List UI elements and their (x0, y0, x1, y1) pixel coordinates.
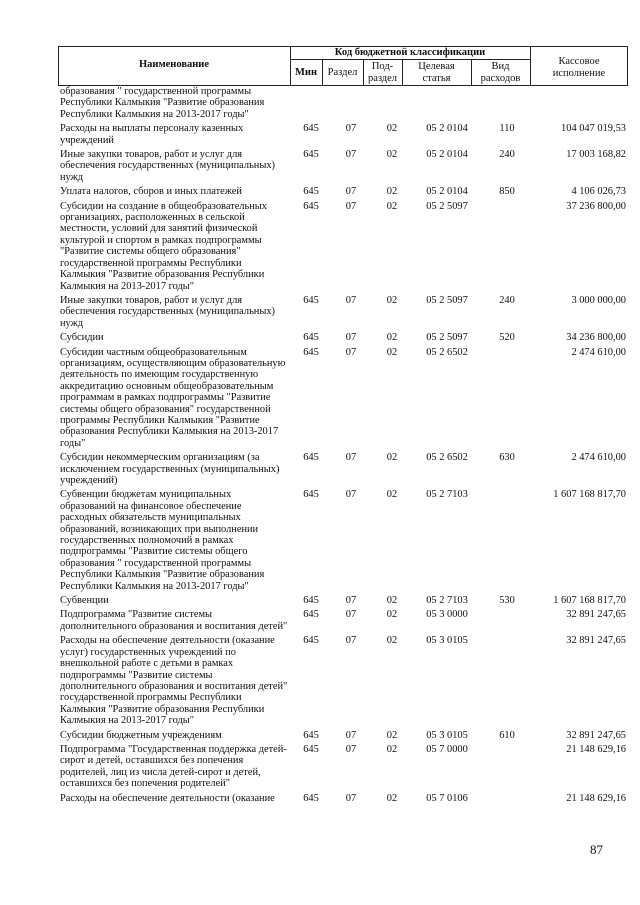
cell-amount: 37 236 800,00 (566, 200, 626, 212)
cell-min: 645 (303, 186, 319, 198)
cell-razdel (330, 86, 372, 120)
header-kbk-group: Код бюджетной классификации (334, 47, 486, 58)
cell-min: 645 (303, 489, 319, 501)
cell-min: 645 (303, 294, 319, 306)
cell-min (292, 86, 330, 120)
cell-amount: 104 047 019,53 (561, 123, 626, 135)
cell-podrazdel: 02 (386, 635, 398, 647)
cell-name: Подпрограмма "Развитие системы дополнительного образования и воспитания детей" (60, 609, 288, 632)
cell-tselevaya: 05 2 6502 (426, 452, 468, 464)
cell-vid: 850 (499, 186, 515, 198)
cell-tselevaya: 05 2 0104 (426, 123, 468, 135)
header-vid-1: Вид (491, 61, 510, 72)
cell-vid (482, 344, 532, 450)
cell-tselevaya: 05 2 7103 (426, 595, 468, 607)
cell-razdel: 07 (345, 635, 357, 647)
cell-amount: 32 891 247,65 (566, 729, 626, 741)
cell-vid (482, 486, 532, 592)
cell-tselevaya (412, 86, 482, 120)
cell-amount: 34 236 800,00 (566, 332, 626, 344)
cell-amount: 32 891 247,65 (566, 635, 626, 647)
cell-podrazdel: 02 (386, 200, 398, 212)
cell-vid (482, 790, 532, 804)
table-row (60, 329, 626, 343)
header-podrazdel-1: Под- (371, 61, 394, 72)
cell-razdel: 07 (345, 200, 357, 212)
cell-amount: 21 148 629,16 (566, 743, 626, 755)
cell-vid: 240 (499, 149, 515, 161)
cell-tselevaya: 05 2 0104 (426, 149, 468, 161)
cell-razdel: 07 (345, 609, 357, 621)
cell-min: 645 (303, 332, 319, 344)
table-row (60, 344, 626, 450)
budget-table (60, 86, 626, 804)
cell-name: образования " государственной программы Республики Калмыкия "Развитие образования Республики Калмыкия на 2013-2017 годы" (60, 86, 265, 120)
cell-razdel: 07 (345, 729, 357, 741)
cell-podrazdel: 02 (386, 186, 398, 198)
cell-vid: 610 (499, 729, 515, 741)
cell-tselevaya: 05 2 7103 (426, 489, 468, 501)
header-vid-2: расходов (480, 73, 521, 84)
cell-vid: 110 (499, 123, 515, 135)
cell-podrazdel: 02 (386, 729, 398, 741)
cell-razdel: 07 (345, 149, 357, 161)
table-row (60, 292, 626, 329)
cell-podrazdel: 02 (386, 595, 398, 607)
cell-amount: 21 148 629,16 (566, 792, 626, 804)
cell-razdel: 07 (345, 123, 357, 135)
table-row (60, 86, 626, 120)
header-name: Наименование (139, 59, 209, 70)
cell-min: 645 (303, 743, 319, 755)
cell-tselevaya: 05 2 5097 (426, 294, 468, 306)
cell-tselevaya: 05 3 0105 (426, 635, 468, 647)
cell-vid: 240 (499, 294, 515, 306)
cell-name: Субвенции (60, 595, 109, 607)
cell-amount: 17 003 168,82 (566, 149, 626, 161)
table-row (60, 592, 626, 606)
cell-tselevaya: 05 2 5097 (426, 200, 468, 212)
table-row (60, 183, 626, 197)
cell-name: Иные закупки товаров, работ и услуг для обеспечения государственных (муниципальных) нужд (60, 294, 276, 329)
cell-razdel: 07 (345, 332, 357, 344)
cell-podrazdel: 02 (386, 332, 398, 344)
cell-name: Субсидии некоммерческим организациям (за исключением государственных (муниципальных) учреждений) (60, 452, 280, 486)
cell-name: Субвенции бюджетам муниципальных образований на финансовое обеспечение расходных обязательств муниципальных образований, возникающих при выполнении государственных полномочий в рамках подпрограммы "Развитие системы общего образования " государственной программы Республики Калмыкия "Развитие образования Республики Калмыкия на 2013-2017 годы" (60, 489, 265, 592)
cell-vid: 520 (499, 332, 515, 344)
cell-name: Подпрограмма "Государственная поддержка детей-сирот и детей, оставшихся без попечения родителей, лиц из числа детей-сирот и детей, оставшихся без попечения родителей" (60, 743, 287, 790)
cell-razdel: 07 (345, 294, 357, 306)
table-row (60, 727, 626, 741)
header-min: Мин (294, 67, 317, 78)
cell-name: Расходы на обеспечение деятельности (оказание (60, 792, 275, 804)
cell-tselevaya: 05 2 6502 (426, 346, 468, 358)
cell-podrazdel: 02 (386, 123, 398, 135)
cell-tselevaya: 05 3 0000 (426, 609, 468, 621)
table-row (60, 606, 626, 632)
cell-vid (482, 86, 532, 120)
cell-min: 645 (303, 635, 319, 647)
cell-vid: 530 (499, 595, 515, 607)
cell-vid (482, 606, 532, 632)
cell-min: 645 (303, 123, 319, 135)
table-row (60, 120, 626, 146)
cell-vid (482, 632, 532, 726)
header-podrazdel-2: раздел (367, 73, 398, 84)
cell-name: Расходы на выплаты персоналу казенных учреждений (60, 123, 244, 146)
cell-tselevaya: 05 2 0104 (426, 186, 468, 198)
header-tselevaya-1: Целевая (418, 61, 455, 72)
cell-razdel: 07 (345, 595, 357, 607)
cell-amount (532, 86, 626, 120)
cell-min: 645 (303, 149, 319, 161)
cell-name: Субсидии частным общеобразовательным организациям, осуществляющим образовательную деятельность по имеющим государственную аккредитацию основным общеобразовательным программам в рамках подпрограммы "Развитие системы общего образования" государственной программы Республики Калмыкия "Развитие образования Республики Калмыкия на 2013-2017 годы" (60, 346, 286, 449)
cell-name: Расходы на обеспечение деятельности (оказание услуг) государственных учреждений по внешкольной работе с детьми в рамках подпрограммы "Развитие системы дополнительного образования и воспитания детей" государственной программы Республики Калмыкия "Развитие образования Республики Калмыкия на 2013-2017 годы" (60, 635, 288, 727)
cell-min: 645 (303, 452, 319, 464)
cell-razdel: 07 (345, 489, 357, 501)
table-row (60, 486, 626, 592)
cell-min: 645 (303, 346, 319, 358)
cell-podrazdel: 02 (386, 294, 398, 306)
cell-podrazdel: 02 (386, 346, 398, 358)
cell-podrazdel (372, 86, 412, 120)
cell-min: 645 (303, 609, 319, 621)
cell-podrazdel: 02 (386, 489, 398, 501)
cell-vid (482, 198, 532, 292)
cell-amount: 2 474 610,00 (571, 452, 626, 464)
cell-tselevaya: 05 7 0000 (426, 743, 468, 755)
cell-podrazdel: 02 (386, 609, 398, 621)
table-row (60, 790, 626, 804)
cell-razdel: 07 (345, 792, 357, 804)
cell-vid (482, 741, 532, 790)
cell-name: Иные закупки товаров, работ и услуг для обеспечения государственных (муниципальных) нужд (60, 149, 276, 183)
table-row (60, 449, 626, 486)
cell-amount: 1 607 168 817,70 (553, 595, 626, 607)
header-razdel: Раздел (327, 67, 358, 78)
page-number: 87 (590, 842, 603, 857)
cell-name: Субсидии на создание в общеобразовательных организациях, расположенных в сельской местности, условий для занятий физической культурой и спортом в рамках подпрограммы "Развитие системы общего образования" государственной программы Республики Калмыкия "Развитие образования Республики Калмыкия на 2013-2017 годы" (60, 200, 267, 292)
cell-podrazdel: 02 (386, 743, 398, 755)
cell-razdel: 07 (345, 186, 357, 198)
cell-podrazdel: 02 (386, 149, 398, 161)
cell-razdel: 07 (345, 452, 357, 464)
cell-amount: 32 891 247,65 (566, 609, 626, 621)
cell-min: 645 (303, 729, 319, 741)
cell-name: Уплата налогов, сборов и иных платежей (60, 186, 242, 198)
table-row (60, 741, 626, 790)
cell-razdel: 07 (345, 743, 357, 755)
cell-tselevaya: 05 2 5097 (426, 332, 468, 344)
header-tselevaya-2: статья (422, 73, 451, 84)
cell-vid: 630 (499, 452, 515, 464)
cell-razdel: 07 (345, 346, 357, 358)
cell-amount: 2 474 610,00 (571, 346, 626, 358)
header-kassa-2: исполнение (552, 68, 606, 79)
cell-amount: 4 106 026,73 (571, 186, 626, 198)
cell-tselevaya: 05 3 0105 (426, 729, 468, 741)
table-row (60, 632, 626, 726)
cell-name: Субсидии бюджетным учреждениям (60, 729, 222, 741)
cell-min: 645 (303, 595, 319, 607)
cell-podrazdel: 02 (386, 792, 398, 804)
cell-amount: 3 000 000,00 (571, 294, 626, 306)
table-row (60, 146, 626, 183)
cell-tselevaya: 05 7 0106 (426, 792, 468, 804)
cell-min: 645 (303, 792, 319, 804)
cell-name: Субсидии (60, 332, 104, 344)
cell-min: 645 (303, 200, 319, 212)
cell-podrazdel: 02 (386, 452, 398, 464)
cell-amount: 1 607 168 817,70 (553, 489, 626, 501)
header-kassa-1: Кассовое (558, 56, 600, 67)
table-row (60, 198, 626, 292)
